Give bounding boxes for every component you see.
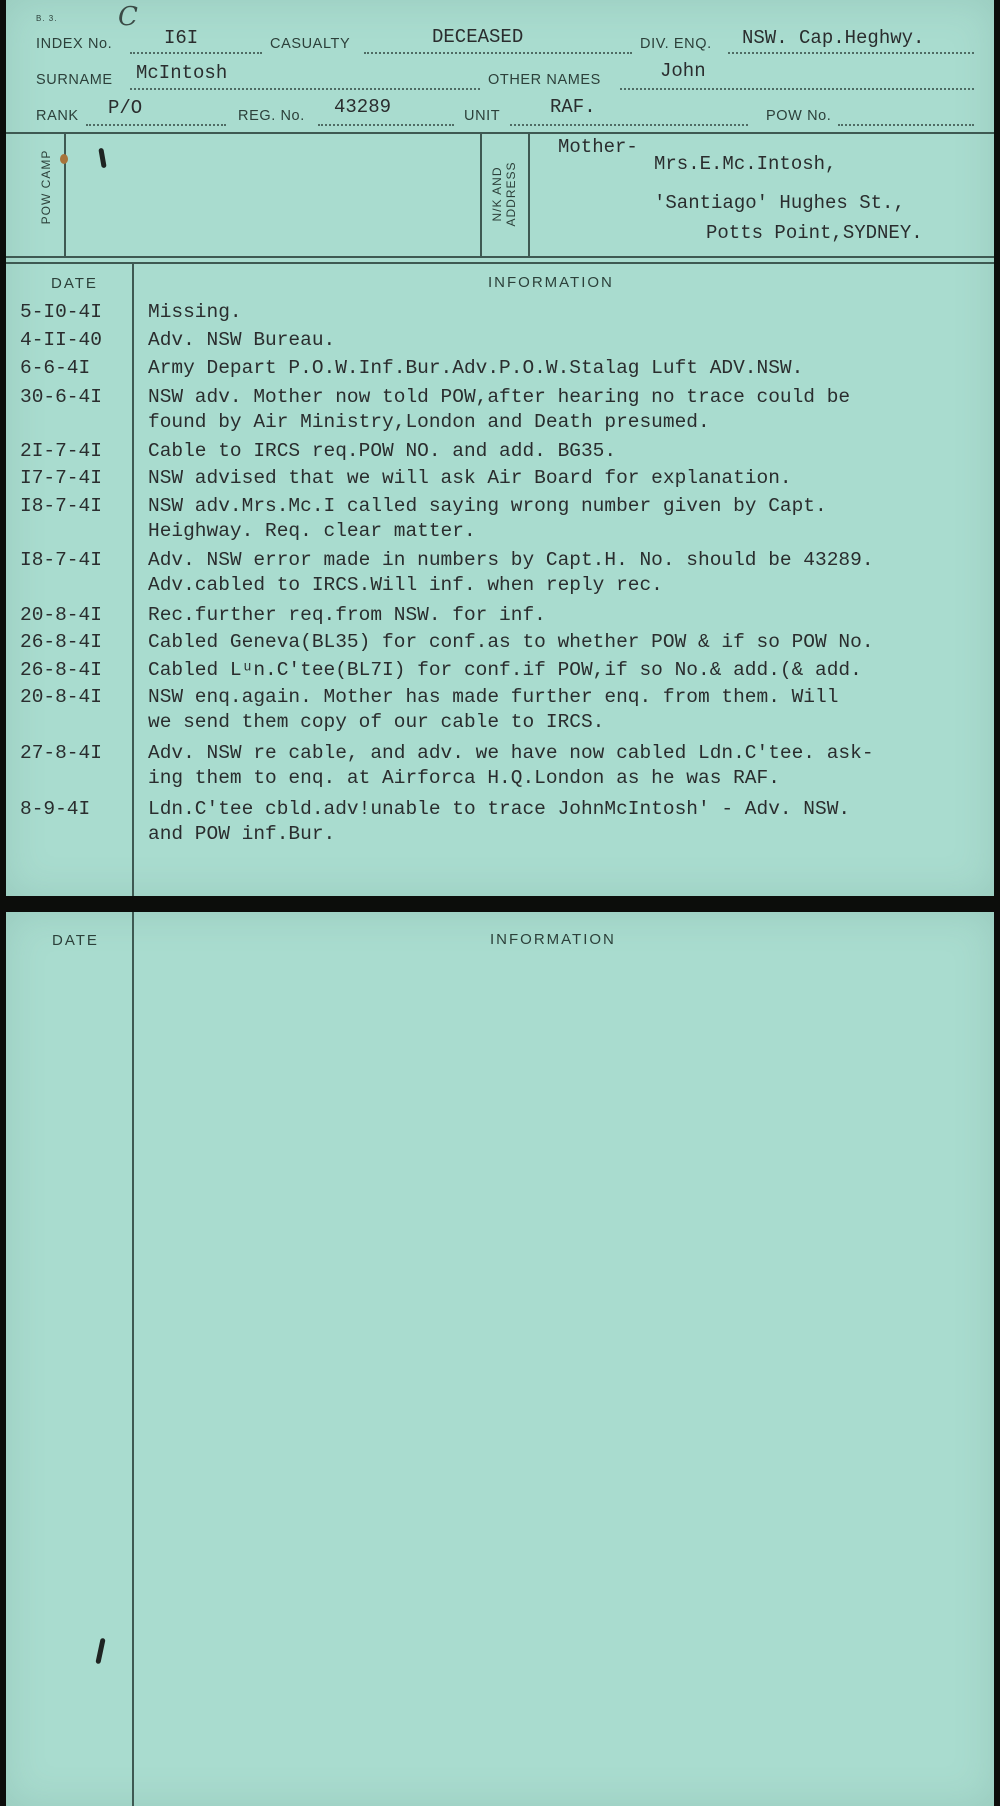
log-entry-text: ing them to enq. at Airforca H.Q.London as he was RAF. xyxy=(148,767,780,789)
log-entry xyxy=(6,549,994,596)
log-entry-date: 2I-7-4I xyxy=(20,440,102,462)
log-entry xyxy=(6,386,994,433)
rank-label: RANK xyxy=(36,108,79,124)
log-entry xyxy=(6,301,994,329)
log-entry-text: NSW adv. Mother now told POW,after hearing no trace could be xyxy=(148,386,851,408)
log-entry-text: found by Air Ministry,London and Death presumed. xyxy=(148,411,710,433)
log-entry-text: Adv. NSW re cable, and adv. we have now cabled Ldn.C'tee. ask- xyxy=(148,742,874,764)
log-entry xyxy=(6,329,994,357)
index-no-value: I6I xyxy=(164,27,199,49)
casualty-value: DECEASED xyxy=(432,26,524,48)
back-date-column-rule xyxy=(132,912,134,1806)
rank-dots xyxy=(86,124,226,126)
log-entry-text: Ldn.C'tee cbld.adv!unable to trace JohnMcIntosh' - Adv. NSW. xyxy=(148,798,851,820)
index-no-label: INDEX No. xyxy=(36,36,113,52)
log-entry xyxy=(6,742,994,789)
box-bottom-rule-1 xyxy=(6,256,994,258)
log-entry-text: and POW inf.Bur. xyxy=(148,823,336,845)
log-entry-text: Cabled Lᵘn.C'tee(BL7I) for conf.if POW,if so No.& add.(& add. xyxy=(148,659,862,681)
handwritten-mark: C xyxy=(118,2,138,32)
log-entry-text: Heighway. Req. clear matter. xyxy=(148,520,476,542)
log-entry-date: 6-6-4I xyxy=(20,357,91,379)
nk-label-line2: ADDRESS xyxy=(504,161,518,227)
pow-no-label: POW No. xyxy=(766,108,832,124)
log-entry-date: 20-8-4I xyxy=(20,604,102,626)
surname-value: McIntosh xyxy=(136,62,228,84)
log-entry-date: I8-7-4I xyxy=(20,495,102,517)
log-entry-date: 30-6-4I xyxy=(20,386,102,408)
nk-line-3: 'Santiago' Hughes St., xyxy=(654,192,905,214)
nk-right-rule xyxy=(528,132,530,256)
log-entry xyxy=(6,686,994,733)
pow-camp-label: POW CAMP xyxy=(39,149,53,225)
other-names-dots xyxy=(620,88,974,90)
casualty-label: CASUALTY xyxy=(270,36,351,52)
ink-mark xyxy=(98,148,106,169)
log-entry xyxy=(6,440,994,468)
log-entry-date: 8-9-4I xyxy=(20,798,91,820)
reg-no-label: REG. No. xyxy=(238,108,305,124)
reg-no-dots xyxy=(318,124,454,126)
log-entry-text: Cable to IRCS req.POW NO. and add. BG35. xyxy=(148,440,617,462)
log-entry-date: 26-8-4I xyxy=(20,659,102,681)
log-entry xyxy=(6,604,994,632)
log-entry-text: Army Depart P.O.W.Inf.Bur.Adv.P.O.W.Stalag Luft ADV.NSW. xyxy=(148,357,804,379)
log-entry-text: Adv.cabled to IRCS.Will inf. when reply rec. xyxy=(148,574,663,596)
box-bottom-rule-2 xyxy=(6,262,994,264)
casualty-dots xyxy=(364,52,632,54)
log-entry-text: NSW advised that we will ask Air Board for explanation. xyxy=(148,467,792,489)
other-names-label: OTHER NAMES xyxy=(488,72,601,88)
log-entry-text: NSW adv.Mrs.Mc.I called saying wrong number given by Capt. xyxy=(148,495,827,517)
form-code: B. 3. xyxy=(36,14,58,23)
surname-dots xyxy=(130,88,480,90)
index-card-back xyxy=(6,912,994,1806)
log-entry-text: we send them copy of our cable to IRCS. xyxy=(148,711,605,733)
rank-value: P/O xyxy=(108,97,143,119)
log-entry xyxy=(6,659,994,687)
nk-left-rule xyxy=(480,132,482,256)
log-entry xyxy=(6,467,994,495)
div-enq-value: NSW. Cap.Heghwy. xyxy=(742,27,925,49)
back-date-header: DATE xyxy=(52,932,99,949)
surname-label: SURNAME xyxy=(36,72,113,88)
log-entry-date: 27-8-4I xyxy=(20,742,102,764)
div-enq-dots xyxy=(728,52,974,54)
log-entry-date: 20-8-4I xyxy=(20,686,102,708)
log-entry xyxy=(6,798,994,845)
log-entry xyxy=(6,631,994,659)
unit-label: UNIT xyxy=(464,108,501,124)
log-entry xyxy=(6,495,994,542)
log-entry-date: I7-7-4I xyxy=(20,467,102,489)
back-information-header: INFORMATION xyxy=(490,931,616,948)
other-names-value: John xyxy=(660,60,706,82)
information-header: INFORMATION xyxy=(488,274,614,291)
log-entry-date: 4-II-40 xyxy=(20,329,102,351)
nk-line-2: Mrs.E.Mc.Intosh, xyxy=(654,153,837,175)
log-entry-date: 5-I0-4I xyxy=(20,301,102,323)
reg-no-value: 43289 xyxy=(334,96,392,118)
log-entry-text: Adv. NSW Bureau. xyxy=(148,329,336,351)
log-entry-text: Cabled Geneva(BL35) for conf.as to whether POW & if so POW No. xyxy=(148,631,874,653)
date-header: DATE xyxy=(51,275,98,292)
unit-value: RAF. xyxy=(550,96,596,118)
div-enq-label: DIV. ENQ. xyxy=(640,36,712,52)
log-entry-text: Missing. xyxy=(148,301,242,323)
log-entry-date: I8-7-4I xyxy=(20,549,102,571)
nk-line-4: Potts Point,SYDNEY. xyxy=(706,222,923,244)
index-no-dots xyxy=(130,52,262,54)
rust-stain xyxy=(60,154,68,164)
pow-camp-divider xyxy=(64,132,66,256)
back-ink-mark xyxy=(95,1638,105,1664)
log-entry xyxy=(6,357,994,385)
log-entry-date: 26-8-4I xyxy=(20,631,102,653)
unit-dots xyxy=(510,124,748,126)
nk-label-line1: N/K AND xyxy=(490,166,504,222)
nk-address-label xyxy=(490,144,518,244)
index-card-front xyxy=(6,0,994,896)
log-entry-text: NSW enq.again. Mother has made further enq. from them. Will xyxy=(148,686,839,708)
nk-line-1: Mother- xyxy=(558,136,638,158)
log-entry-text: Rec.further req.from NSW. for inf. xyxy=(148,604,546,626)
pow-no-dots xyxy=(838,124,974,126)
box-top-rule xyxy=(6,132,994,134)
log-entry-text: Adv. NSW error made in numbers by Capt.H. No. should be 43289. xyxy=(148,549,874,571)
